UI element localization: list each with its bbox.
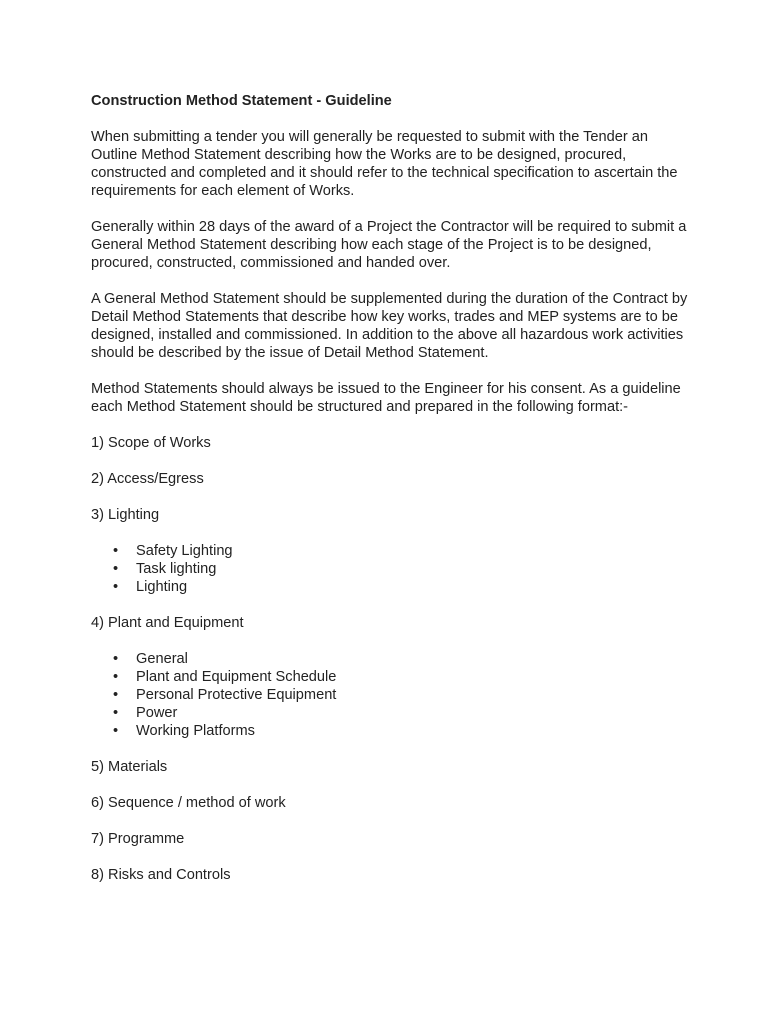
paragraph-tender: When submitting a tender you will generally be requested to submit with the Tender an Outline Method Statement describing how the Works are to be designed, procured, constructed and completed and it should refer to the technical specification to ascertain the requirements for each element of Works. (91, 129, 678, 199)
bullet-text: Power (136, 705, 178, 721)
paragraph-detail-statements: A General Method Statement should be supplemented during the duration of the Contract by Detail Method Statements that describe how key works, trades and MEP systems are to be designed, installed and commissioned. In addition to the above all hazardous work activities should be described by the issue of Detail Method Statement. (91, 291, 688, 361)
list-item-risks: 8) Risks and Controls (91, 867, 231, 883)
bullet-item (91, 578, 691, 596)
bullet-item (91, 686, 691, 704)
paragraph-format: Method Statements should always be issued to the Engineer for his consent. As a guideline each Method Statement should be structured and prepared in the following format:- (91, 381, 681, 415)
list-item-lighting: 3) Lighting (91, 507, 160, 523)
bullet-item (91, 650, 691, 668)
bullet-text: Safety Lighting (136, 543, 233, 559)
plant-bullets (91, 650, 691, 740)
bullet-icon: • (113, 561, 119, 577)
bullet-icon: • (113, 579, 119, 595)
bullet-item (91, 722, 691, 740)
bullet-icon: • (113, 723, 119, 739)
bullet-icon: • (113, 543, 119, 559)
bullet-text: General (136, 651, 188, 667)
bullet-item (91, 668, 691, 686)
bullet-icon: • (113, 705, 119, 721)
bullet-text: Working Platforms (136, 723, 255, 739)
bullet-text: Plant and Equipment Schedule (136, 669, 337, 685)
document-title: Construction Method Statement - Guideline (91, 93, 392, 109)
bullet-item (91, 542, 691, 560)
list-item-scope: 1) Scope of Works (91, 435, 211, 451)
lighting-bullets (91, 542, 691, 596)
bullet-text: Task lighting (136, 561, 217, 577)
document-page (91, 92, 691, 902)
bullet-icon: • (113, 669, 119, 685)
list-item-access: 2) Access/Egress (91, 471, 204, 487)
bullet-item (91, 560, 691, 578)
bullet-text: Personal Protective Equipment (136, 687, 337, 703)
list-item-materials: 5) Materials (91, 759, 168, 775)
bullet-text: Lighting (136, 579, 188, 595)
paragraph-general-statement: Generally within 28 days of the award of a Project the Contractor will be required to submit a General Method Statement describing how each stage of the Project is to be designed, procured, constructed, commissioned and handed over. (91, 219, 687, 271)
bullet-item (91, 704, 691, 722)
list-item-sequence: 6) Sequence / method of work (91, 795, 286, 811)
bullet-icon: • (113, 651, 119, 667)
list-item-programme: 7) Programme (91, 831, 185, 847)
bullet-icon: • (113, 687, 119, 703)
list-item-plant: 4) Plant and Equipment (91, 615, 244, 631)
